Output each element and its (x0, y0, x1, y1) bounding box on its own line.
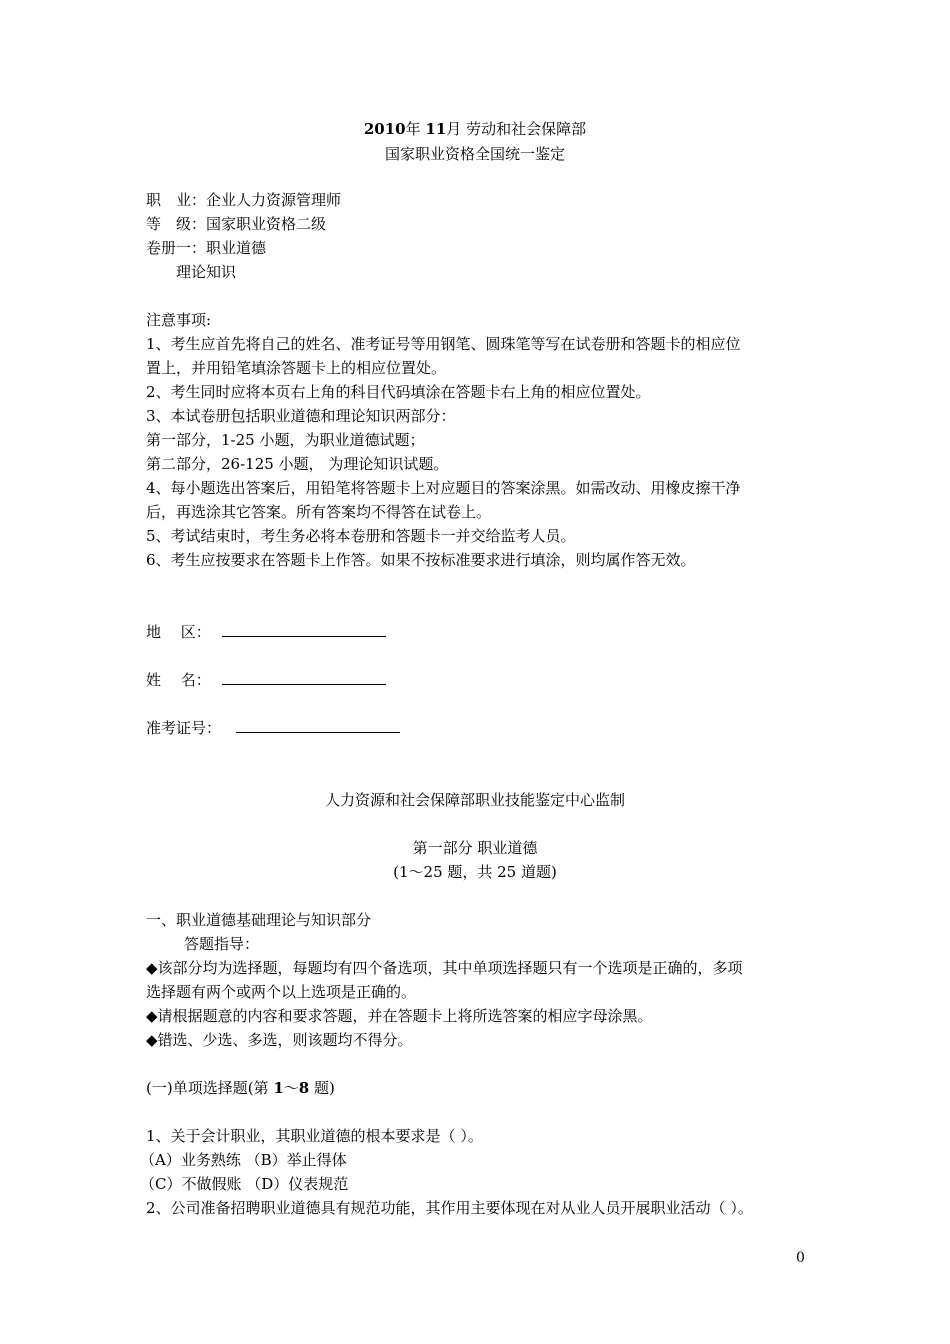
question-options: （C）不做假账 （D）仪表规范 (140, 1175, 349, 1193)
exam-organization: 劳动和社会保障部 (466, 120, 587, 138)
section-title: 一、职业道德基础理论与知识部分 (146, 911, 372, 929)
guide-line: ◆该部分均为选择题，每题均有四个备选项，其中单项选择题只有一个选项是正确的，多项 (146, 959, 743, 977)
guide-title: 答题指导： (184, 935, 260, 953)
notice-line: 3、本试卷册包括职业道德和理论知识两部分： (146, 407, 456, 425)
supervisor-line: 人力资源和社会保障部职业技能鉴定中心监制 (324, 791, 625, 809)
question-line: 2、公司准备招聘职业道德具有规范功能，其作用主要体现在对从业人员开展职业活动（ ）。 (146, 1199, 753, 1217)
exam-header-line (0, 119, 950, 139)
notice-title: 注意事项: (146, 311, 212, 329)
single-choice-suffix: 题) (309, 1079, 335, 1097)
exam-id-input-line[interactable] (236, 718, 400, 733)
question-options: （A）业务熟练 （B）举止得体 (140, 1151, 347, 1169)
volume-line: 卷册一：职业道德 (146, 239, 267, 257)
region-field (146, 622, 386, 642)
guide-line: ◆请根据题意的内容和要求答题，并在答题卡上将所选答案的相应字母涂黑。 (146, 1007, 653, 1025)
guide-line: ◆错选、少选、多选，则该题均不得分。 (146, 1031, 413, 1049)
notice-line: 第二部分，26-125 小题， 为理论知识试题。 (146, 455, 449, 473)
single-choice-sep: ～ (283, 1079, 299, 1097)
notice-line: 4、每小题选出答案后，用铅笔将答题卡上对应题目的答案涂黑。如需改动、用橡皮擦干净 (146, 479, 741, 497)
profession-line: 职 业：企业人力资源管理师 (146, 191, 342, 209)
notice-line: 第一部分，1-25 小题，为职业道德试题； (146, 431, 425, 449)
guide-line: 选择题有两个或两个以上选项是正确的。 (146, 983, 417, 1001)
level-line: 等 级：国家职业资格二级 (146, 215, 327, 233)
exam-id-label: 准考证号： (146, 719, 222, 737)
single-choice-prefix: (一)单项选择题(第 (146, 1079, 274, 1097)
notice-line: 2、考生同时应将本页右上角的科目代码填涂在答题卡右上角的相应位置处。 (146, 383, 651, 401)
single-choice-start: 1 (273, 1079, 284, 1097)
name-field (146, 670, 386, 690)
exam-year: 2010 (363, 120, 406, 138)
part1-range: (1～25 题，共 25 道题) (393, 863, 557, 881)
single-choice-heading (146, 1078, 335, 1098)
notice-line: 后，再选涂其它答案。所有答案均不得答在试卷上。 (146, 503, 492, 521)
region-input-line[interactable] (222, 622, 386, 637)
exam-month: 11 (425, 120, 447, 138)
notice-line: 置上，并用铅笔填涂答题卡上的相应位置处。 (146, 359, 447, 377)
notice-line: 6、考生应按要求在答题卡上作答。如果不按标准要求进行填涂，则均属作答无效。 (146, 551, 696, 569)
name-label: 姓 名： (146, 671, 211, 689)
question-line: 1、关于会计职业，其职业道德的根本要求是（ ）。 (146, 1127, 483, 1145)
region-label: 地 区： (146, 623, 211, 641)
exam-year-suffix: 年 (405, 120, 421, 138)
notice-line: 1、考生应首先将自己的姓名、准考证号等用钢笔、圆珠笔等写在试卷册和答题卡的相应位 (146, 335, 741, 353)
exam-month-suffix: 月 (446, 120, 462, 138)
volume-continuation: 理论知识 (176, 263, 237, 281)
exam-subtitle: 国家职业资格全国统一鉴定 (384, 145, 565, 163)
part1-title: 第一部分 职业道德 (412, 839, 538, 857)
name-input-line[interactable] (222, 670, 386, 685)
notice-line: 5、考试结束时，考生务必将本卷册和答题卡一并交给监考人员。 (146, 527, 576, 545)
exam-id-field (146, 718, 400, 738)
single-choice-end: 8 (298, 1079, 310, 1097)
page-number: 0 (796, 1250, 805, 1266)
